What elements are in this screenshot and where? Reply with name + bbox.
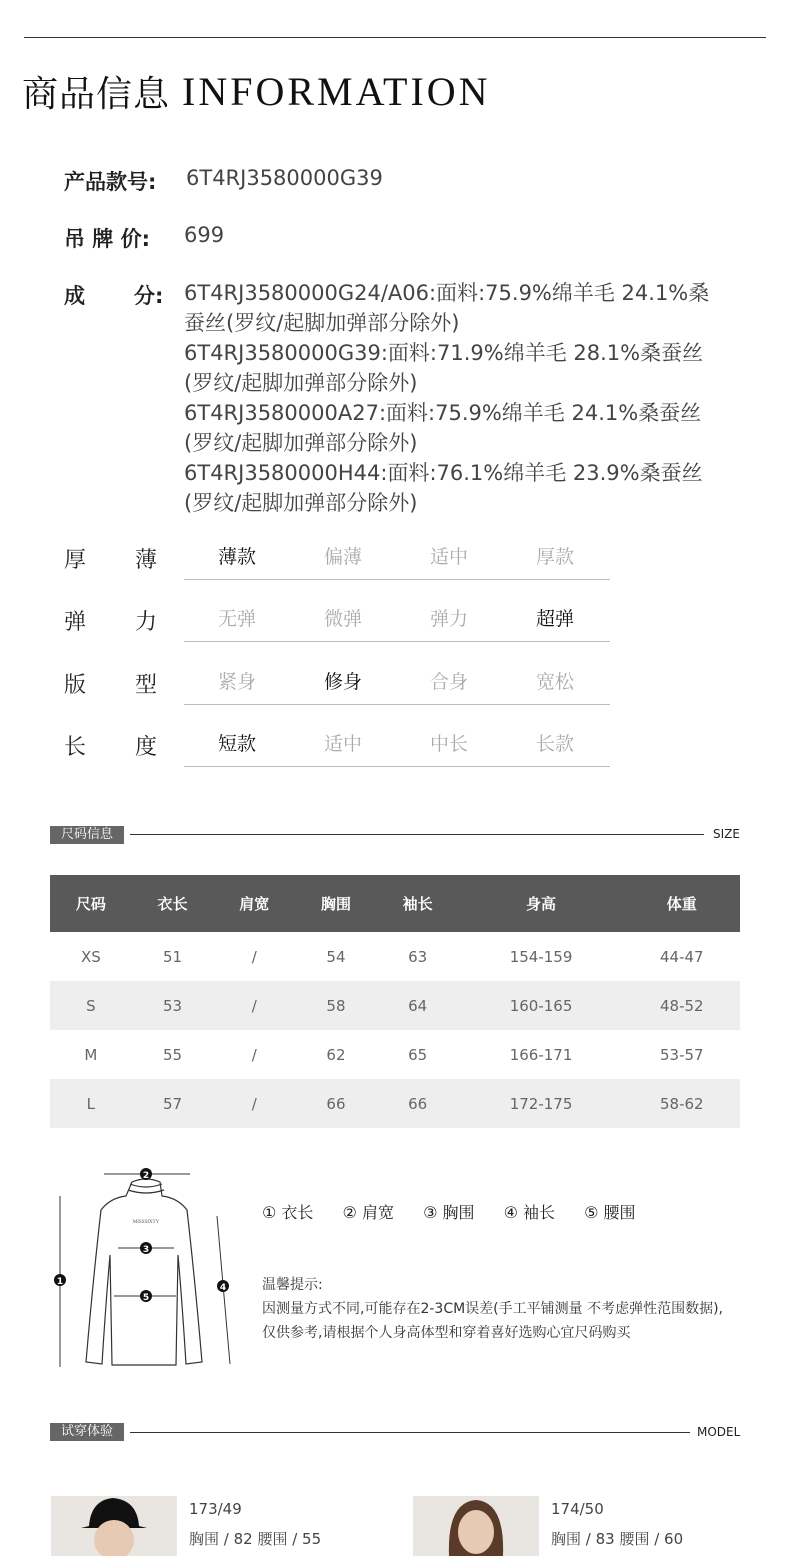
legend-item: ④ 袖长 (503, 1203, 556, 1222)
attribute-option: 宽松 (535, 671, 574, 693)
size-table (50, 875, 740, 1128)
table-cell: 64 (377, 981, 459, 1030)
attribute-option: 厚款 (535, 546, 574, 568)
size-col-header: 身高 (459, 875, 624, 932)
legend-item: ⑤ 腰围 (584, 1203, 636, 1222)
size-col-header: 肩宽 (213, 875, 295, 932)
table-cell: 58 (295, 981, 377, 1030)
measurement-legend (262, 1200, 660, 1223)
table-cell: XS (80, 947, 101, 966)
tip-title: 温馨提示: (262, 1277, 323, 1293)
composition-line: 6T4RJ3580000A27:面料:75.9%绵羊毛 24.1%桑蚕丝 (184, 401, 702, 425)
model-info (551, 1494, 683, 1554)
attribute-option: 无弹 (217, 608, 256, 630)
legend-item: ③ 胸围 (423, 1203, 475, 1222)
composition-label-a: 成 (64, 284, 85, 308)
composition-line: (罗纹/起脚加弹部分除外) (184, 431, 418, 455)
model-section-rule (130, 1432, 690, 1433)
size-section-en: SIZE (713, 827, 740, 841)
attribute-option: 微弹 (323, 608, 362, 630)
table-cell: 54 (326, 947, 346, 966)
table-cell: 166-171 (509, 1045, 573, 1064)
size-col-header: 体重 (624, 875, 740, 932)
table-cell: 160-165 (459, 981, 624, 1030)
attribute-option: 紧身 (217, 671, 256, 693)
attribute-label-a: 弹 (64, 610, 87, 635)
table-cell: M (84, 1045, 98, 1064)
model-section-en: MODEL (697, 1425, 741, 1439)
composition-label-b: 分: (134, 284, 164, 308)
size-col-header: 袖长 (377, 875, 459, 932)
size-col-header: 胸围 (295, 875, 377, 932)
table-cell: / (213, 1079, 295, 1128)
garment-diagram (50, 1160, 250, 1375)
table-row (50, 1030, 740, 1079)
mark-3: 3 (142, 1245, 150, 1255)
table-cell: 154-159 (509, 947, 573, 966)
attribute-option: 长款 (535, 733, 574, 755)
section-title-cn: 商品信息 (22, 74, 171, 115)
section-title-en: INFORMATION (182, 69, 491, 114)
attribute-option: 合身 (429, 671, 468, 693)
table-cell: 63 (408, 947, 428, 966)
size-table-header-row (50, 875, 740, 932)
attribute-option: 中长 (429, 733, 468, 755)
composition-line: (罗纹/起脚加弹部分除外) (184, 491, 418, 515)
table-cell: 53 (132, 981, 214, 1030)
table-cell: 57 (132, 1079, 214, 1128)
attribute-label-a: 版 (64, 673, 87, 698)
mark-4: 4 (219, 1283, 227, 1293)
legend-item: ② 肩宽 (342, 1203, 394, 1222)
price-label: 吊 牌 价: (64, 227, 151, 251)
table-cell: 58-62 (624, 1079, 740, 1128)
mark-2: 2 (142, 1171, 150, 1181)
table-cell: 172-175 (459, 1079, 624, 1128)
model-size: 173/49 (189, 1500, 242, 1518)
model-measures: 胸围 / 82 腰围 / 55 (189, 1530, 322, 1548)
shirt-brand-text: MISSSIXTY (132, 1220, 160, 1225)
mark-5: 5 (142, 1293, 150, 1303)
model-measures: 胸围 / 83 腰围 / 60 (551, 1530, 684, 1548)
table-cell: L (50, 1079, 132, 1128)
attribute-scale-row (184, 597, 610, 642)
table-cell: 51 (163, 947, 183, 966)
attribute-option: 修身 (323, 671, 362, 693)
table-cell: 65 (408, 1045, 428, 1064)
size-col-header: 尺码 (50, 875, 132, 932)
model-size: 174/50 (551, 1500, 604, 1518)
model-section-tag: 试穿体验 (50, 1423, 124, 1441)
attribute-option: 弹力 (429, 608, 468, 630)
style-number-label: 产品款号: (64, 170, 157, 194)
table-cell: 55 (163, 1045, 183, 1064)
size-col-header: 衣长 (132, 875, 214, 932)
attribute-option: 薄款 (217, 546, 256, 568)
table-cell: 62 (326, 1045, 346, 1064)
composition-line: 6T4RJ3580000G24/A06:面料:75.9%绵羊毛 24.1%桑 (184, 281, 710, 305)
table-cell: 53-57 (660, 1045, 704, 1064)
composition-line: 6T4RJ3580000G39:面料:71.9%绵羊毛 28.1%桑蚕丝 (184, 341, 704, 365)
attribute-option: 适中 (429, 546, 468, 568)
top-divider (24, 37, 766, 38)
table-cell: / (251, 947, 257, 966)
table-row (50, 1079, 740, 1128)
table-cell: 48-52 (624, 981, 740, 1030)
attribute-label-b: 型 (135, 673, 158, 698)
attribute-option: 适中 (323, 733, 362, 755)
attribute-scale-row (184, 722, 610, 767)
attribute-label-b: 力 (135, 610, 158, 635)
table-cell: / (213, 981, 295, 1030)
attribute-label-a: 厚 (64, 548, 87, 573)
table-cell: S (50, 981, 132, 1030)
table-cell: 66 (295, 1079, 377, 1128)
composition-text (184, 278, 744, 518)
attribute-option: 短款 (217, 733, 256, 755)
attribute-option: 偏薄 (323, 546, 362, 568)
tip-body: 因测量方式不同,可能存在2-3CM误差(手工平铺测量 不考虑弹性范围数据),仅供参考,请根据个人身高体型和穿着喜好选购心宜尺码购买 (262, 1301, 723, 1341)
table-cell: 66 (377, 1079, 459, 1128)
model-info (189, 1494, 321, 1554)
size-section-rule (130, 834, 704, 835)
attribute-option: 超弹 (535, 608, 574, 630)
mark-1: 1 (56, 1277, 64, 1287)
style-number-value: 6T4RJ3580000G39 (186, 166, 383, 190)
table-row (50, 932, 740, 981)
composition-line: 6T4RJ3580000H44:面料:76.1%绵羊毛 23.9%桑蚕丝 (184, 461, 703, 485)
table-cell: 44-47 (660, 947, 704, 966)
attribute-scale-row (184, 535, 610, 580)
price-value: 699 (184, 223, 225, 247)
table-row (50, 981, 740, 1030)
table-cell: / (251, 1045, 257, 1064)
attribute-label-b: 薄 (135, 548, 158, 573)
size-section-tag: 尺码信息 (50, 826, 124, 844)
model-photo (413, 1496, 539, 1556)
attribute-label-a: 长 (64, 735, 87, 760)
garment-outline (86, 1179, 202, 1365)
model-photo (51, 1496, 177, 1556)
composition-line: 蚕丝(罗纹/起脚加弹部分除外) (184, 311, 460, 335)
composition-line: (罗纹/起脚加弹部分除外) (184, 371, 418, 395)
attribute-label-b: 度 (135, 735, 158, 760)
sizing-tip (262, 1273, 732, 1345)
attribute-scale-row (184, 660, 610, 705)
legend-item: ① 衣长 (262, 1203, 314, 1222)
